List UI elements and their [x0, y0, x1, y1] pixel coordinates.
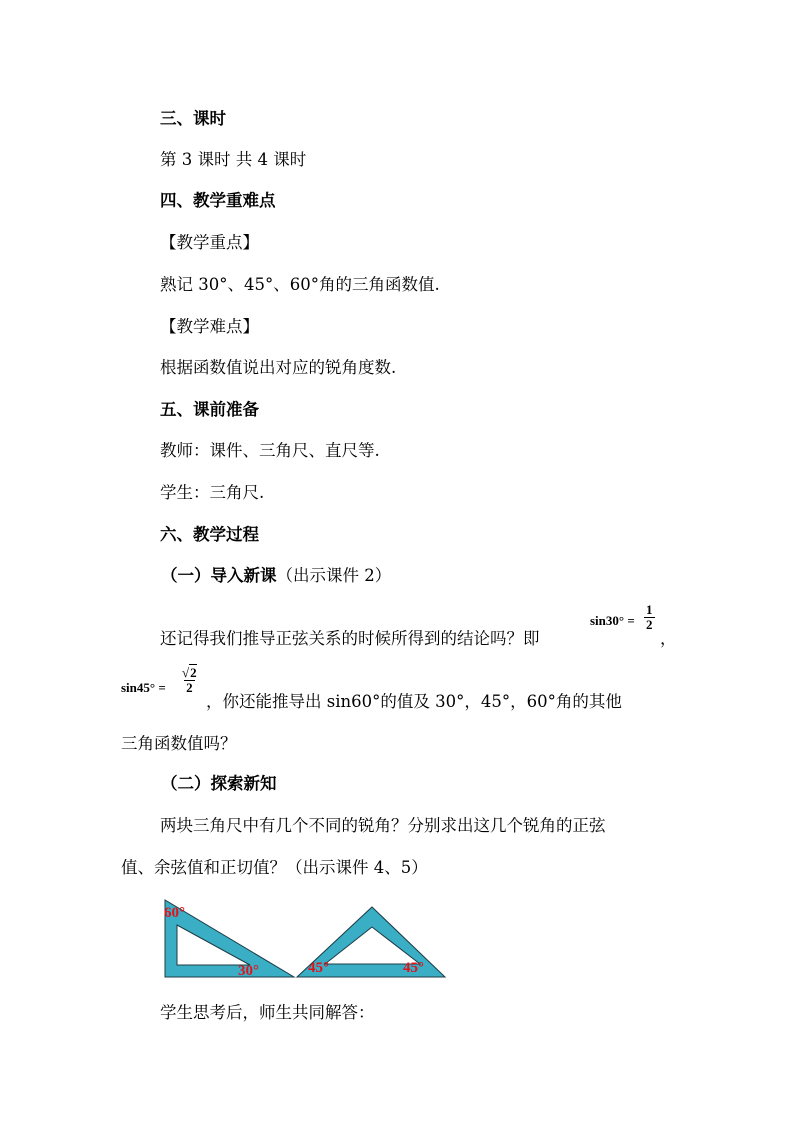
intro-paragraph-line3: 三角函数值吗？: [121, 734, 237, 753]
part2-title: （二）探索新知: [161, 774, 277, 793]
formula-sin45-numerator: [180, 666, 199, 680]
intro-comma: ，: [660, 629, 677, 648]
part1-title: （一）导入新课: [161, 566, 277, 585]
formula-sin45-denominator: 2: [186, 680, 193, 695]
formula-sin30-lhs: sin30° =: [590, 613, 635, 628]
formula-sin45-fraction: [180, 666, 199, 695]
angle-label-30: 30°: [238, 963, 259, 979]
difficulty-text: 根据函数值说出对应的锐角度数.: [160, 358, 397, 377]
section-4-heading: 四、教学重难点: [160, 191, 276, 210]
formula-sin30-numerator: 1: [646, 602, 653, 617]
isosceles-triangle-ruler: [297, 907, 445, 977]
angle-label-45-left: 45°: [308, 960, 329, 976]
intro-paragraph-line2: ，你还能推导出 sin60°的值及 30°，45°，60°角的其他: [206, 692, 622, 711]
student-prep-text: 学生：三角尺.: [160, 483, 265, 502]
formula-sin30-fraction: [644, 603, 655, 632]
part1-note: （出示课件 2）: [276, 566, 392, 585]
difficulty-label: 【教学难点】: [160, 317, 259, 336]
answer-intro-text: 学生思考后，师生共同解答：: [160, 1003, 375, 1022]
angle-label-45-right: 45°: [403, 960, 424, 976]
triangle-rulers-figure: [160, 895, 450, 985]
sqrt-symbol: √: [182, 665, 190, 680]
teacher-prep-text: 教师：课件、三角尺、直尺等.: [160, 441, 380, 460]
explore-paragraph-line1: 两块三角尺中有几个不同的锐角？分别求出这几个锐角的正弦: [160, 816, 606, 835]
explore-paragraph-line2: 值、余弦值和正切值？（出示课件 4、5）: [121, 858, 428, 877]
section-6-heading: 六、教学过程: [160, 525, 259, 544]
focus-text: 熟记 30°、45°、60°角的三角函数值.: [160, 275, 440, 294]
lesson-period-text: 第 3 课时 共 4 课时: [160, 150, 307, 169]
formula-sin30-denominator: 2: [646, 617, 653, 632]
focus-label: 【教学重点】: [160, 233, 259, 252]
angle-label-60: 60°: [164, 905, 185, 921]
section-5-heading: 五、课前准备: [160, 400, 259, 419]
intro-paragraph-line1: 还记得我们推导正弦关系的时候所得到的结论吗？即: [160, 629, 540, 648]
part1-title-row: [161, 565, 391, 587]
formula-sin45-lhs: sin45° =: [121, 680, 166, 695]
section-3-heading: 三、课时: [160, 109, 226, 128]
right-triangle-ruler: [164, 900, 294, 979]
sqrt-radicand: 2: [190, 665, 197, 680]
